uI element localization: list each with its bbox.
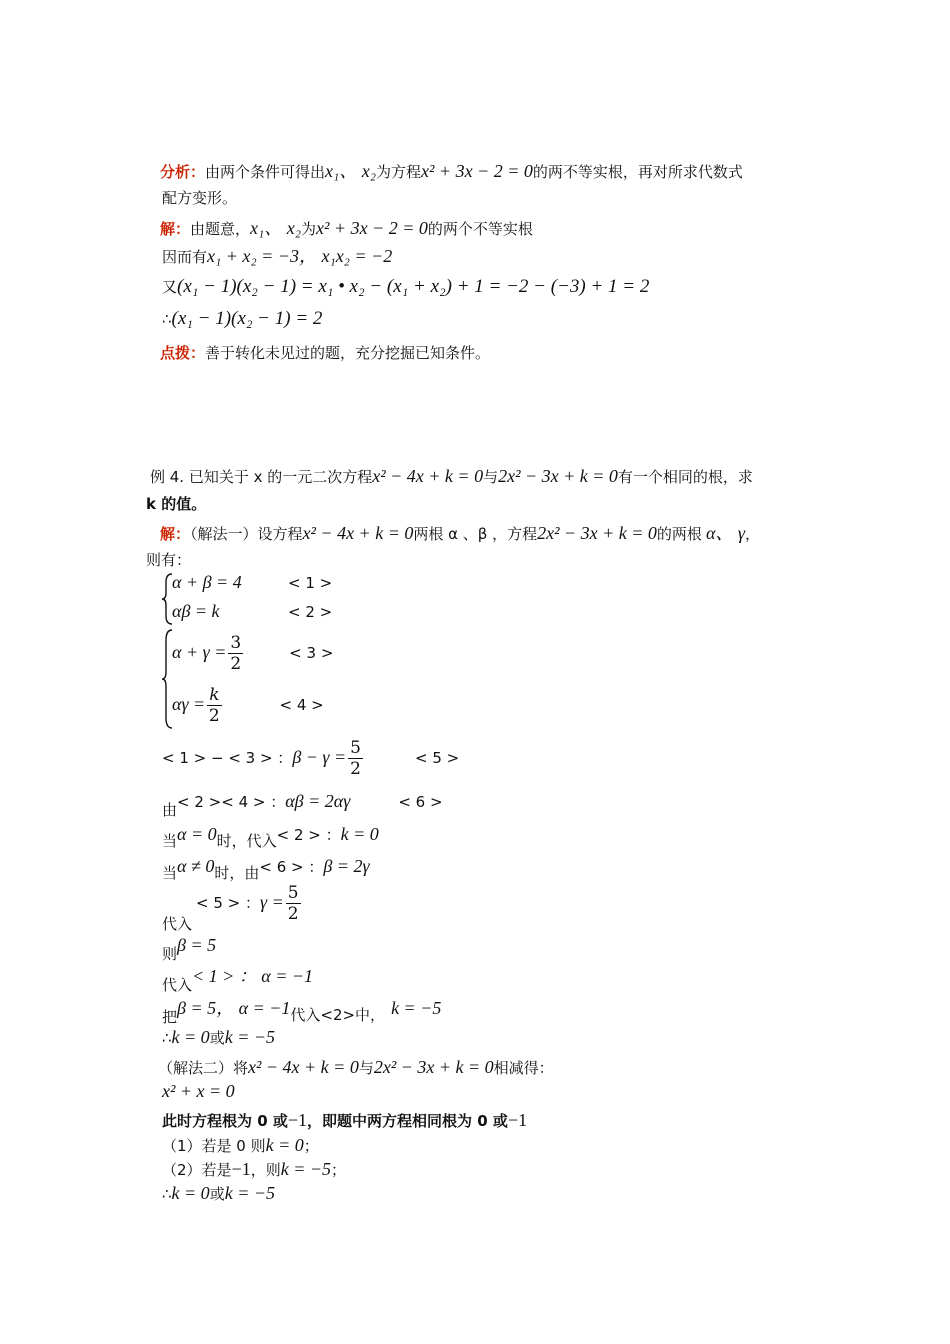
- fraction-5-over-2: [286, 883, 301, 924]
- method1-line-1: [160, 522, 760, 545]
- fraction-denominator: 2: [350, 759, 361, 779]
- method2-l3-value-2: −1: [507, 1110, 528, 1130]
- analysis-roots: x₁、 x₂: [325, 161, 377, 181]
- analysis-text-1: 由两个条件可得出: [205, 163, 326, 181]
- tip-label: 点拨：: [160, 344, 206, 362]
- step-9-math: [196, 883, 303, 924]
- method1-line-2: 则有：: [146, 551, 192, 569]
- fraction-3-over-2: [228, 633, 243, 674]
- step-7-text-1: 当: [162, 832, 178, 850]
- step-9-text: 代入: [162, 915, 193, 933]
- fraction-denominator: 2: [230, 654, 242, 674]
- step-10-expr: β = 5: [177, 935, 217, 955]
- method2-line-3: [162, 1109, 527, 1132]
- analysis-line-1: [160, 160, 743, 183]
- step-13: [162, 1026, 275, 1049]
- analysis-label: 分析：: [160, 163, 206, 181]
- step-6-expr: αβ = 2αγ: [285, 791, 351, 811]
- step-12-text-1: 把: [162, 1008, 178, 1026]
- step-5-tag: < 5 >: [415, 749, 460, 767]
- step-7-cond: α = 0: [177, 824, 217, 844]
- step-12: [162, 997, 442, 1026]
- system-1-eq-1-tag: < 1 >: [288, 574, 333, 592]
- method2-line-1: [158, 1056, 554, 1079]
- step-9-ref: < 5 > ：: [196, 894, 260, 912]
- step-6-text: 由: [162, 801, 178, 819]
- method1-roots: α、 γ: [705, 523, 745, 543]
- method2-l5-value: −1: [231, 1159, 251, 1179]
- system-2-eq-2-tag: < 4 >: [279, 696, 324, 714]
- analysis-text-2: 为方程: [376, 163, 422, 181]
- method2-text-2: 与: [358, 1059, 374, 1077]
- step-8-text-2: 时，由: [214, 864, 260, 882]
- step-8-result: β = 2γ: [323, 856, 370, 876]
- system-2-eq-1-lhs: α + γ =: [172, 642, 227, 662]
- method1-text-1: （解法一）设方程: [190, 525, 303, 543]
- step-9-lhs: γ =: [260, 892, 284, 912]
- method2-l3-value-1: −1: [287, 1110, 308, 1130]
- step-12-values: β = 5， α = −1: [177, 998, 291, 1018]
- step-7: [162, 823, 379, 850]
- system-1-eq-2-expr: αβ = k: [172, 601, 220, 621]
- solution-vieta: x₁ + x₂ = −3， x₁x₂ = −2: [207, 246, 393, 266]
- therefore-symbol: ∴: [162, 310, 172, 328]
- method1-label: 解：: [160, 525, 191, 543]
- fraction-numerator: 5: [350, 738, 361, 758]
- step-11-text: 代入: [162, 976, 193, 994]
- system-2-eq-2-lhs: αγ =: [172, 694, 206, 714]
- step-11: [162, 965, 314, 994]
- method2-l5-text-2: ，则: [250, 1161, 281, 1179]
- method2-text-1: （解法二）将: [158, 1059, 249, 1077]
- method2-text-3: 相减得：: [493, 1059, 554, 1077]
- method2-or: 或: [209, 1185, 225, 1203]
- method2-l5-end: ；: [331, 1161, 347, 1179]
- method2-l5-result: k = −5: [280, 1159, 332, 1179]
- method2-line-4: [162, 1134, 319, 1157]
- example4-line-2: k 的值。: [146, 495, 207, 513]
- system-1-eq-1: [172, 571, 332, 594]
- solution-text-1: 由题意，: [190, 220, 251, 238]
- step-10-text: 则: [162, 945, 178, 963]
- system-2-eq-2: [172, 685, 324, 726]
- method2-eq1: x² − 4x + k = 0: [248, 1057, 359, 1077]
- example4-line-1: [150, 465, 753, 488]
- solution-line-3-text: 又: [162, 278, 178, 296]
- step-8-cond: α ≠ 0: [177, 856, 215, 876]
- tip-line: [160, 342, 490, 364]
- method2-l4-result: k = 0: [265, 1135, 304, 1155]
- step-7-text-2: 时，代入: [216, 832, 277, 850]
- step-13-or: 或: [209, 1029, 225, 1047]
- fraction-5-over-2: [348, 738, 363, 779]
- step-5-ops: < 1 > − < 3 > ：: [162, 749, 293, 767]
- step-8-ref: < 6 > ：: [259, 858, 324, 876]
- analysis-equation: x² + 3x − 2 = 0: [421, 161, 533, 181]
- system-1-eq-1-expr: α + β = 4: [172, 572, 242, 592]
- solution-line-2: [162, 245, 392, 268]
- analysis-text-3: 的两不等实根，再对所求代数式: [532, 163, 743, 181]
- fraction-denominator: 2: [287, 904, 299, 924]
- method1-text-3: 的两根: [656, 525, 702, 543]
- analysis-line-2: 配方变形。: [162, 189, 238, 207]
- method2-l5-text-1: （2）若是: [162, 1161, 232, 1179]
- system-2-eq-1-tag: < 3 >: [289, 644, 334, 662]
- solution-result: (x₁ − 1)(x₂ − 1) = 2: [171, 308, 323, 329]
- method1-text-4: ，: [744, 525, 760, 543]
- solution-line-4: [162, 308, 322, 330]
- step-8: [162, 855, 370, 882]
- fraction-k-over-2: [207, 685, 221, 726]
- step-7-ref: < 2 > ：: [276, 826, 341, 844]
- example4-text-3: 有一个相同的根，求: [617, 468, 753, 486]
- fraction-numerator: 3: [230, 633, 242, 653]
- solution-equation: x² + 3x − 2 = 0: [316, 218, 428, 238]
- step-11-expr: < 1 > ： α = −1: [192, 966, 314, 986]
- solution-text-2: 为: [301, 220, 317, 238]
- system-1-eq-2: [172, 600, 332, 623]
- therefore-symbol: ∴: [162, 1185, 172, 1203]
- step-13-answer-1: k = 0: [171, 1027, 210, 1047]
- solution-line-1: [160, 217, 533, 240]
- step-6: [162, 790, 443, 819]
- method2-result: x² + x = 0: [162, 1081, 235, 1101]
- step-8-text-1: 当: [162, 864, 178, 882]
- method2-answer-2: k = −5: [224, 1183, 275, 1203]
- solution-expansion: (x₁ − 1)(x₂ − 1) = x₁ • x₂ − (x₁ + x₂) + 1 = −2 − (−3) + 1 = 2: [177, 276, 650, 297]
- solution-line-2-text: 因而有: [162, 248, 208, 266]
- system-1-eq-2-tag: < 2 >: [288, 603, 333, 621]
- method1-eq2: 2x² − 3x + k = 0: [537, 523, 657, 543]
- step-5: [162, 738, 459, 779]
- example4-eq2: 2x² − 3x + k = 0: [498, 466, 618, 486]
- example4-text-2: 与: [483, 468, 499, 486]
- step-6-tag: < 6 >: [398, 793, 443, 811]
- solution-text-3: 的两个不等实根: [427, 220, 533, 238]
- method2-eq2: 2x² − 3x + k = 0: [373, 1057, 494, 1077]
- step-13-answer-2: k = −5: [224, 1027, 275, 1047]
- step-10: [162, 934, 217, 963]
- step-5-lhs: β − γ =: [292, 747, 347, 767]
- example4-eq1: x² − 4x + k = 0: [372, 466, 484, 486]
- method2-l4-end: ；: [303, 1137, 319, 1155]
- example4-text-1: 例 4. 已知关于 x 的一元二次方程: [150, 468, 373, 486]
- method2-answer-1: k = 0: [171, 1183, 210, 1203]
- method2-l3-text-2: ，即题中两方程相同根为 0 或: [307, 1112, 508, 1130]
- method1-eq1: x² − 4x + k = 0: [302, 523, 414, 543]
- method1-text-2: 两根 α 、β ，方程: [413, 525, 538, 543]
- fraction-numerator: 5: [287, 883, 299, 903]
- fraction-denominator: 2: [208, 706, 220, 726]
- fraction-numerator: k: [209, 685, 220, 705]
- solution-roots: x₁、 x₂: [250, 218, 302, 238]
- therefore-symbol: ∴: [162, 1029, 172, 1047]
- solution-label: 解：: [160, 220, 191, 238]
- method2-l4-text: （1）若是 0 则: [162, 1137, 266, 1155]
- tip-text: 善于转化未见过的题，充分挖掘已知条件。: [205, 344, 491, 362]
- step-7-result: k = 0: [340, 824, 379, 844]
- solution-line-3: [162, 276, 649, 298]
- method2-line-5: [162, 1158, 346, 1181]
- step-12-text-2: 代入<2>中，: [290, 1006, 386, 1024]
- method2-l3-text-1: 此时方程根为 0 或: [162, 1112, 288, 1130]
- system-2-eq-1: [172, 633, 333, 674]
- step-12-result: k = −5: [391, 998, 442, 1018]
- method2-line-6: [162, 1182, 275, 1205]
- step-6-ops: < 2 >< 4 > ：: [177, 793, 286, 811]
